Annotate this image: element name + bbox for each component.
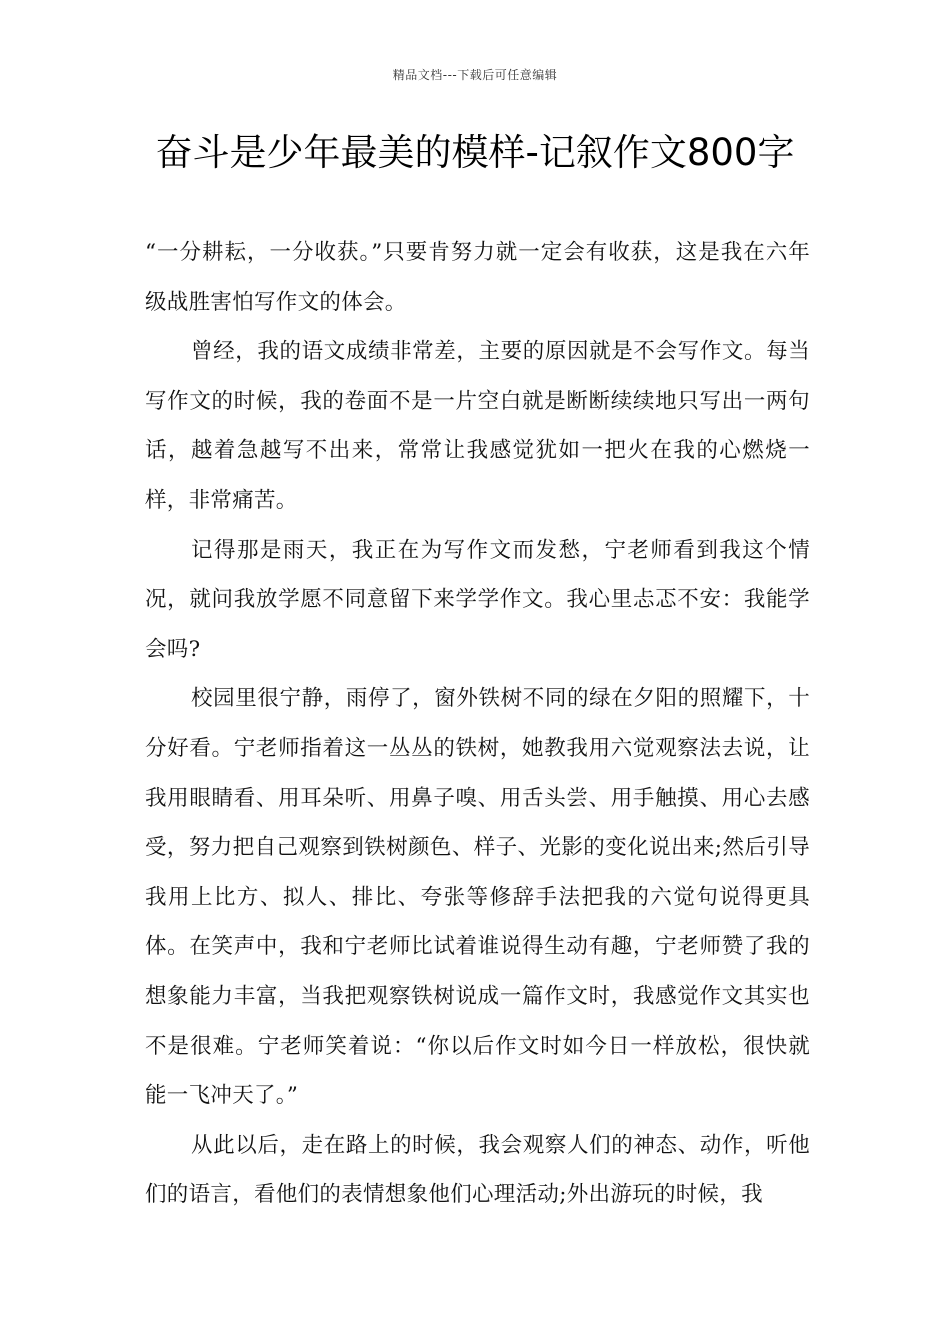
paragraph-5: 从此以后，走在路上的时候，我会观察人们的神态、动作，听他们的语言，看他们的表情想象他们心理活动;外出游玩的时候，我 (145, 1132, 810, 1208)
paragraph-3: 记得那是雨天，我正在为写作文而发愁，宁老师看到我这个情况，就问我放学愿不同意留下来学学作文。我心里忐忑不安：我能学会吗? (145, 537, 810, 662)
paragraph-2: 曾经，我的语文成绩非常差，主要的原因就是不会写作文。每当写作文的时候，我的卷面不是一片空白就是断断续续地只写出一两句话，越着急越写不出来，常常让我感觉犹如一把火在我的心燃烧一样，非常痛苦。 (145, 339, 810, 513)
paragraph-4: 校园里很宁静，雨停了，窗外铁树不同的绿在夕阳的照耀下，十分好看。宁老师指着这一丛丛的铁树，她教我用六觉观察法去说，让我用眼睛看、用耳朵听、用鼻子嗅、用舌头尝、用手触摸、用心去感受，努力把自己观察到铁树颜色、样子、光影的变化说出来;然后引导我用上比方、拟人、排比、夸张等修辞手法把我的六觉句说得更具体。在笑声中，我和宁老师比试着谁说得生动有趣，宁老师赞了我的想象能力丰富，当我把观察铁树说成一篇作文时，我感觉作文其实也不是很难。宁老师笑着说：“你以后作文时如今日一样放松，很快就能一飞冲天了。” (145, 686, 810, 1109)
document-body (145, 228, 810, 1220)
document-title: 奋斗是少年最美的模样-记叙作文800字 (155, 131, 795, 174)
header-note: 精品文档---下载后可任意编辑 (392, 68, 558, 82)
paragraph-1: “一分耕耘，一分收获。”只要肯努力就一定会有收获，这是我在六年级战胜害怕写作文的体会。 (145, 240, 810, 315)
